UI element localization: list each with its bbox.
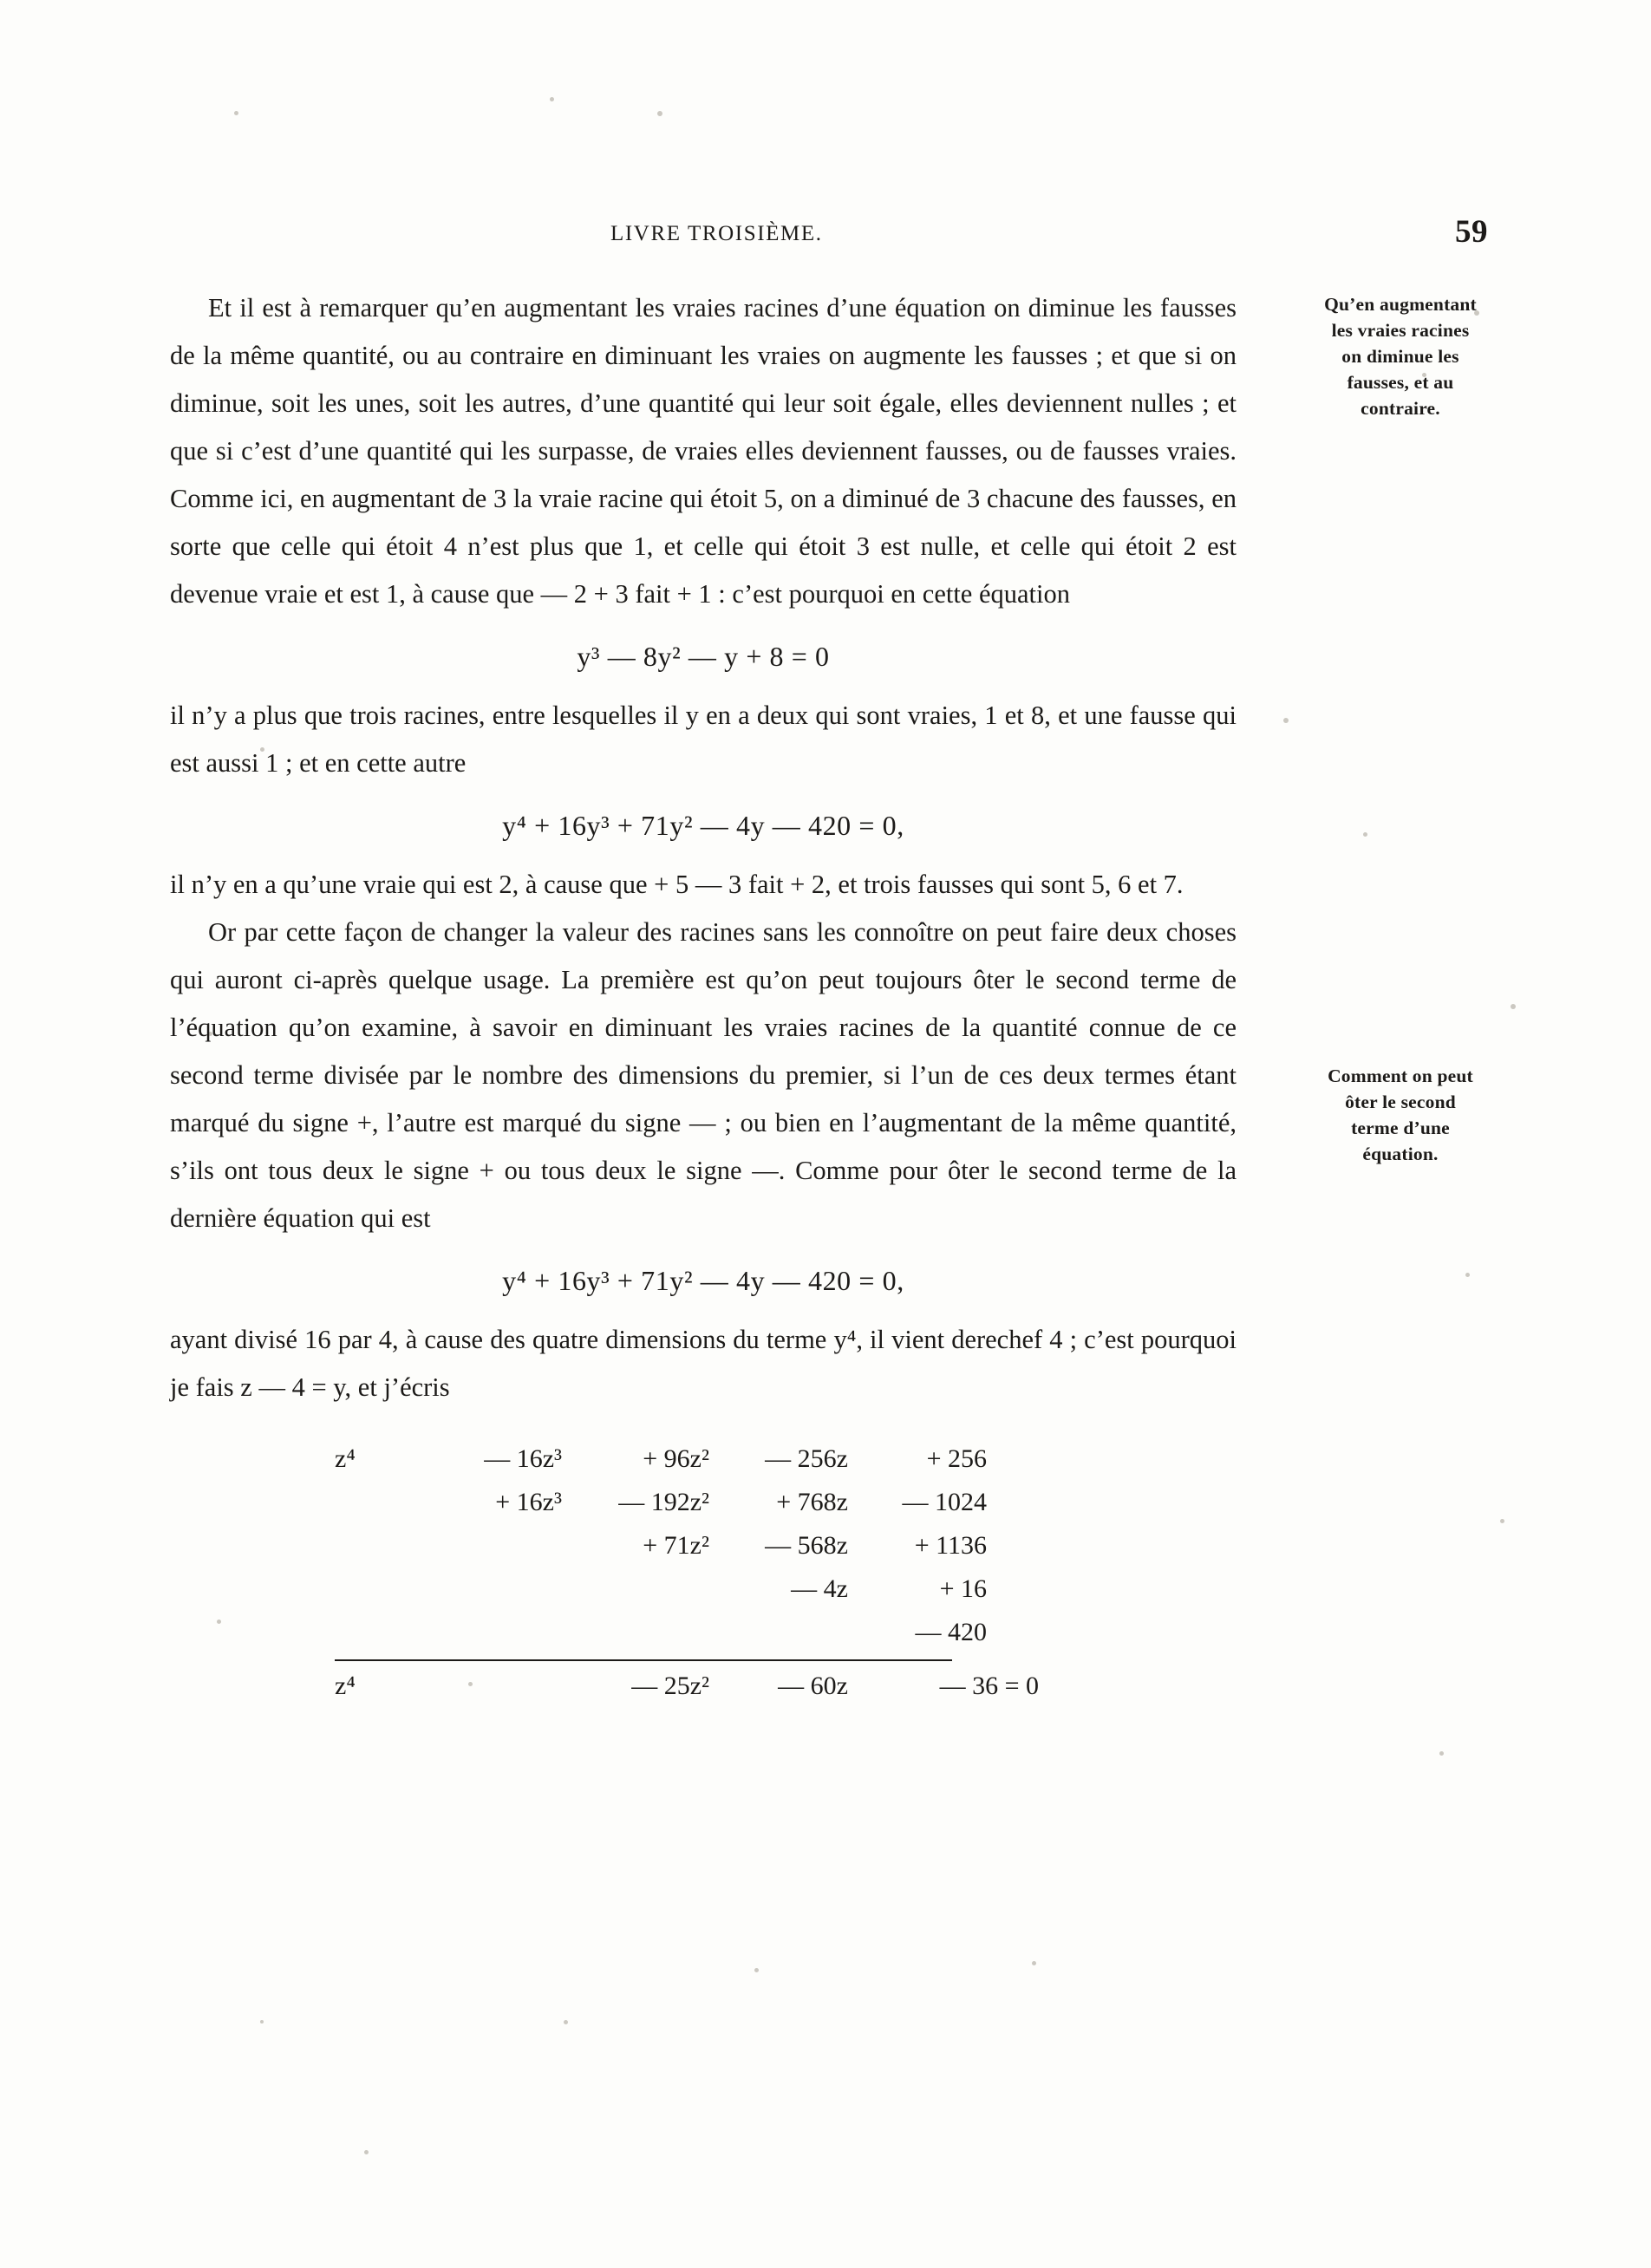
calc-cell (569, 1611, 716, 1654)
calc-cell: + 768z (776, 1488, 848, 1516)
marginal-note-1: Qu’en augmentant les vraies racines on diminue les fausses, et au contraire. (1324, 294, 1477, 419)
calculation-row (335, 1611, 994, 1654)
equation-2-text: y⁴ + 16y³ + 71y² — 4y — 420 (502, 810, 852, 841)
equation-2 (170, 810, 1237, 842)
calc-cell (335, 1567, 439, 1611)
scan-speck (1500, 1519, 1504, 1523)
calc-cell: z⁴ (335, 1672, 356, 1700)
calculation-total-row (335, 1665, 1039, 1708)
scan-speck (657, 111, 662, 116)
calc-cell: — 256z (765, 1444, 848, 1473)
page-content (170, 214, 1488, 1708)
calculation-rule (335, 1659, 952, 1661)
equation-1 (170, 641, 1237, 673)
scan-speck (1439, 1751, 1444, 1756)
calc-cell: + 16 (939, 1574, 987, 1603)
scan-speck (1511, 1004, 1516, 1009)
calc-cell: + 256 (926, 1444, 987, 1473)
calculation-row (335, 1524, 994, 1567)
calc-cell (335, 1481, 439, 1524)
equation-1-rhs: 0 (815, 641, 830, 672)
paragraph-1: Et il est à remarquer qu’en augmentant les vraies racines d’une équation on diminue les fausses de la même quantité, ou au contraire en diminuant les vraies on augmente les fausses ; et que si on diminue, soit les unes, soit les autres, d’une quantité qui leur soit égale, elles deviennent nulles ; et que si c’est d’une quantité qui les surpasse, de vraies elles deviennent fausses, ou de fausses vraies. Comme ici, en augmentant de 3 la vraie racine qui étoit 5, on a diminué de 3 chacune des fausses, en sorte que celle qui étoit 4 n’est plus que 1, et celle qui étoit 3 est nulle, et celle qui étoit 2 est devenue vraie et est 1, à cause que — 2 + 3 fait + 1 : c’est pourquoi en cette équation (170, 293, 1237, 609)
scan-speck (754, 1968, 759, 1972)
paragraph-3: il n’y en a qu’une vraie qui est 2, à cause que + 5 — 3 fait + 2, et trois fausses qui sont 5, 6 et 7. (170, 870, 1184, 899)
equation-3-text: y⁴ + 16y³ + 71y² — 4y — 420 (502, 1265, 852, 1296)
calc-cell: z⁴ (335, 1444, 356, 1473)
calc-cell: + 1136 (914, 1531, 987, 1560)
calc-cell (439, 1665, 569, 1708)
calc-cell (439, 1611, 569, 1654)
calc-cell: — 568z (765, 1531, 848, 1560)
calc-cell: — 36 = 0 (939, 1672, 1039, 1700)
equation-2-rel: = (858, 810, 876, 841)
calc-cell: — 25z² (631, 1672, 709, 1700)
scan-speck (1032, 1961, 1036, 1965)
paragraph-2: il n’y a plus que trois racines, entre lesquelles il y en a deux qui sont vraies, 1 et 8, et une fausse qui est aussi 1 ; et en cette autre (170, 701, 1237, 778)
calc-cell: — 16z³ (484, 1444, 562, 1473)
running-head: LIVRE TROISIÈME. (610, 222, 823, 245)
calc-cell: — 60z (778, 1672, 848, 1700)
calculation-row (335, 1567, 994, 1611)
calc-cell: — 4z (791, 1574, 848, 1603)
calc-cell (335, 1524, 439, 1567)
calculation-block (335, 1437, 1039, 1708)
calc-cell (439, 1524, 569, 1567)
calc-cell: — 192z² (618, 1488, 709, 1516)
calc-cell (716, 1611, 855, 1654)
paragraph-5: ayant divisé 16 par 4, à cause des quatre dimensions du terme y⁴, il vient derechef 4 ; c’est pourquoi je fais z — 4 = y, et j’écris (170, 1325, 1237, 1402)
equation-1-text: y³ — 8y² — y + 8 (577, 641, 785, 672)
equation-3-rel: = (858, 1265, 876, 1296)
marginal-note-2: Comment on peut ôter le second terme d’une équation. (1328, 1066, 1473, 1164)
calc-cell (569, 1567, 716, 1611)
calc-cell: — 420 (915, 1618, 987, 1646)
scan-speck (260, 2020, 264, 2024)
scan-speck (550, 97, 554, 101)
calc-cell (439, 1567, 569, 1611)
calc-cell (335, 1611, 439, 1654)
page-header (170, 214, 1488, 262)
calc-cell: + 16z³ (495, 1488, 562, 1516)
calculation-row (335, 1437, 994, 1481)
scan-speck (564, 2020, 568, 2024)
calc-cell: + 96z² (643, 1444, 709, 1473)
calculation-row (335, 1481, 994, 1524)
calc-cell: — 1024 (902, 1488, 987, 1516)
equation-3-rhs: 0, (882, 1265, 904, 1296)
scan-speck (364, 2150, 369, 2154)
paragraph-4: Or par cette façon de changer la valeur des racines sans les connoître on peut faire deux choses qui auront ci-après quelque usage. La première est qu’on peut toujours ôter le second terme de l’équation qu’on examine, à savoir en diminuant les vraies racines de la quantité connue de ce second terme divisée par le nombre des dimensions du premier, si l’un de ces deux termes étant marqué du signe +, l’autre est marqué du signe — ; ou bien en l’augmentant de la même quantité, s’ils ont tous deux le signe + ou tous deux le signe —. Comme pour ôter le second terme de la dernière équation qui est (170, 917, 1237, 1233)
page-number: 59 (1455, 214, 1488, 250)
calc-cell: + 71z² (643, 1531, 709, 1560)
scan-speck (234, 111, 238, 115)
equation-2-rhs: 0, (882, 810, 904, 841)
equation-3 (170, 1265, 1237, 1297)
equation-1-rel: = (791, 641, 808, 672)
text-column (170, 284, 1237, 1708)
